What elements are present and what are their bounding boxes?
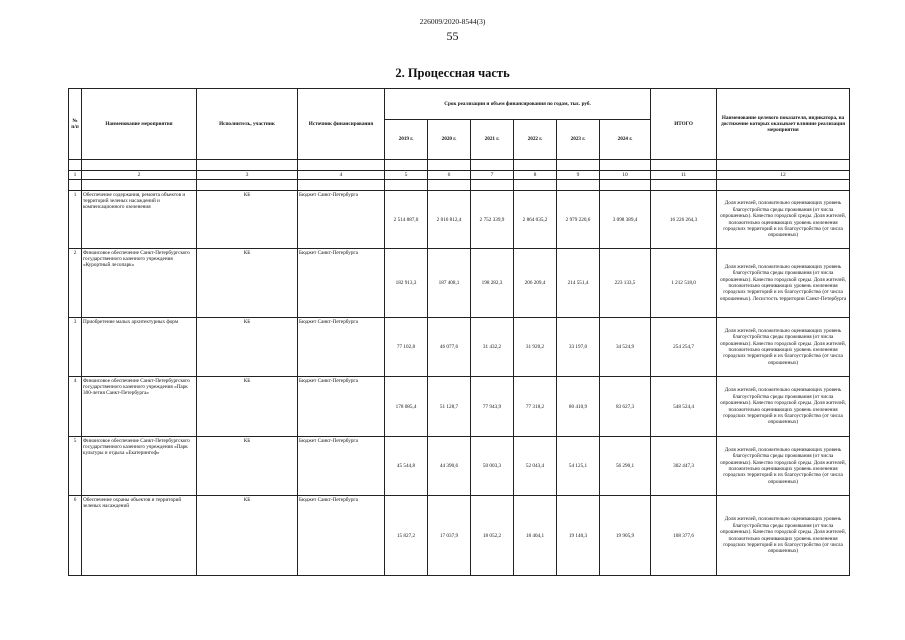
table-row (69, 191, 850, 249)
table-row (69, 496, 850, 576)
column-number: 4 (298, 171, 385, 180)
year-value: 44 390,6 (428, 437, 471, 496)
year-value: 54 125,1 (557, 437, 600, 496)
target-indicator: Доля жителей, положительно оценивающих уровень благоустройства среды проживания (от числа опрошенных). Качество городской среды. Доля жителей, положительно оценивающих уровень озеленения городских территорий и их благоустройство (от числа опрошенных) (717, 318, 850, 377)
column-number: 5 (385, 171, 428, 180)
column-number: 3 (197, 171, 298, 180)
row-number: 1 (69, 191, 82, 249)
year-value: 17 037,9 (428, 496, 471, 576)
table-row (69, 437, 850, 496)
executor: КБ (197, 318, 298, 377)
column-number: 7 (471, 171, 514, 180)
row-total: 548 524,4 (651, 377, 717, 437)
section-title: 2. Процессная часть (395, 66, 510, 80)
year-value: 31 432,2 (471, 318, 514, 377)
funding-source: Бюджет Санкт-Петербурга (298, 377, 385, 437)
year-value: 52 043,4 (514, 437, 557, 496)
year-value: 77 318,2 (514, 377, 557, 437)
process-table (68, 88, 850, 576)
column-number: 1 (69, 171, 82, 180)
target-indicator: Доля жителей, положительно оценивающих уровень благоустройства среды проживания (от числа опрошенных). Качество городской среды. Доля жителей, положительно оценивающих уровень озеленения городских территорий и их благоустройство (от числа опрошенных) (717, 377, 850, 437)
year-value: 56 290,1 (600, 437, 651, 496)
column-number-row (69, 171, 850, 180)
header-source: Источник финансирования (298, 89, 385, 160)
row-number: 2 (69, 249, 82, 318)
header-gap-row (69, 160, 850, 171)
year-value: 198 282,3 (471, 249, 514, 318)
year-value: 80 410,9 (557, 377, 600, 437)
row-total: 1 212 518,0 (651, 249, 717, 318)
target-indicator: Доля жителей, положительно оценивающих уровень благоустройства среды проживания (от числа опрошенных). Качество городской среды. Доля жителей, положительно оценивающих уровень озеленения городских территорий и их благоустройство (от числа опрошенных) (717, 191, 850, 249)
year-value: 182 913,3 (385, 249, 428, 318)
target-indicator: Доля жителей, положительно оценивающих уровень благоустройства среды проживания (от числа опрошенных). Качество городской среды. Доля жителей, положительно оценивающих уровень озеленения городских территорий и их благоустройство (от числа опрошенных) (717, 437, 850, 496)
year-value: 33 197,0 (557, 318, 600, 377)
year-value: 77 102,8 (385, 318, 428, 377)
header-year: 2022 г. (514, 120, 557, 160)
year-value: 2 864 035,2 (514, 191, 557, 249)
activity-name: Финансовое обеспечение Санкт-Петербургского государственного казенного учреждения «Парк культуры и отдыха «Екатерингоф» (82, 437, 197, 496)
row-total: 16 226 264,3 (651, 191, 717, 249)
header-num: № п/п (69, 89, 82, 160)
column-number: 11 (651, 171, 717, 180)
year-value: 15 827,2 (385, 496, 428, 576)
year-value: 18 404,1 (514, 496, 557, 576)
executor: КБ (197, 191, 298, 249)
year-value: 18 052,2 (471, 496, 514, 576)
year-value: 2 514 887,0 (385, 191, 428, 249)
target-indicator: Доля жителей, положительно оценивающих уровень благоустройства среды проживания (от числа опрошенных). Качество городской среды. Доля жителей, положительно оценивающих уровень озеленения городских территорий и их благоустройство (от числа опрошенных) (717, 496, 850, 576)
year-value: 223 133,5 (600, 249, 651, 318)
column-number: 2 (82, 171, 197, 180)
row-number: 5 (69, 437, 82, 496)
registration-number: 226009/2020-8544(3) (419, 17, 486, 26)
funding-source: Бюджет Санкт-Петербурга (298, 318, 385, 377)
year-value: 3 098 389,4 (600, 191, 651, 249)
activity-name: Приобретение малых архитектурных форм (82, 318, 197, 377)
activity-name: Финансовое обеспечение Санкт-Петербургского государственного казенного учреждения «Парк 300-летия Санкт-Петербурга» (82, 377, 197, 437)
year-value: 19 905,9 (600, 496, 651, 576)
column-number: 10 (600, 171, 651, 180)
year-value: 2 979 220,6 (557, 191, 600, 249)
column-number: 9 (557, 171, 600, 180)
header-year: 2019 г. (385, 120, 428, 160)
row-number: 4 (69, 377, 82, 437)
page-number: 55 (446, 29, 459, 43)
year-value: 2 752 339,9 (471, 191, 514, 249)
row-total: 302 447,3 (651, 437, 717, 496)
funding-source: Бюджет Санкт-Петербурга (298, 249, 385, 318)
year-value: 187 408,1 (428, 249, 471, 318)
year-value: 214 551,4 (557, 249, 600, 318)
table-row (69, 249, 850, 318)
year-value: 31 920,2 (514, 318, 557, 377)
year-value: 46 077,6 (428, 318, 471, 377)
header-year: 2020 г. (428, 120, 471, 160)
row-total: 254 254,7 (651, 318, 717, 377)
year-value: 178 085,4 (385, 377, 428, 437)
header-year: 2024 г. (600, 120, 651, 160)
executor: КБ (197, 496, 298, 576)
header-total: ИТОГО (651, 89, 717, 160)
target-indicator: Доля жителей, положительно оценивающих уровень благоустройства среды проживания (от числа опрошенных). Качество городской среды. Доля жителей, положительно оценивающих уровень озеленения городских территорий и их благоустройство (от числа опрошенных). Лесистость территории Санкт-Петербурга (717, 249, 850, 318)
funding-source: Бюджет Санкт-Петербурга (298, 191, 385, 249)
header-name: Наименование мероприятия (82, 89, 197, 160)
table-row (69, 318, 850, 377)
executor: КБ (197, 377, 298, 437)
header-year: 2021 г. (471, 120, 514, 160)
header-year: 2023 г. (557, 120, 600, 160)
activity-name: Обеспечение содержания, ремонта объектов и территорий зеленых насаждений и компенсационного озеленения (82, 191, 197, 249)
column-number: 12 (717, 171, 850, 180)
year-value: 19 140,3 (557, 496, 600, 576)
activity-name: Обеспечение охраны объектов и территорий зеленых насаждений (82, 496, 197, 576)
funding-source: Бюджет Санкт-Петербурга (298, 496, 385, 576)
row-total: 108 377,6 (651, 496, 717, 576)
year-value: 34 524,9 (600, 318, 651, 377)
header-funding: Срок реализации и объем финансирования по годам, тыс. руб. (385, 89, 651, 120)
year-value: 206 209,4 (514, 249, 557, 318)
column-number: 8 (514, 171, 557, 180)
row-number: 3 (69, 318, 82, 377)
funding-source: Бюджет Санкт-Петербурга (298, 437, 385, 496)
table-row (69, 377, 850, 437)
activity-name: Финансовое обеспечение Санкт-Петербургского государственного казенного учреждения «Курортный лесопарк» (82, 249, 197, 318)
header-indicator: Наименование целевого показателя, индикатора, на достижение которых оказывает влияние реализация мероприятия (717, 89, 850, 160)
executor: КБ (197, 249, 298, 318)
year-value: 51 128,7 (428, 377, 471, 437)
header-gap-row (69, 180, 850, 191)
row-number: 6 (69, 496, 82, 576)
year-value: 77 943,9 (471, 377, 514, 437)
column-number: 6 (428, 171, 471, 180)
year-value: 2 016 812,4 (428, 191, 471, 249)
year-value: 83 627,3 (600, 377, 651, 437)
header-executor: Исполнитель, участник (197, 89, 298, 160)
year-value: 50 003,3 (471, 437, 514, 496)
executor: КБ (197, 437, 298, 496)
year-value: 45 544,8 (385, 437, 428, 496)
